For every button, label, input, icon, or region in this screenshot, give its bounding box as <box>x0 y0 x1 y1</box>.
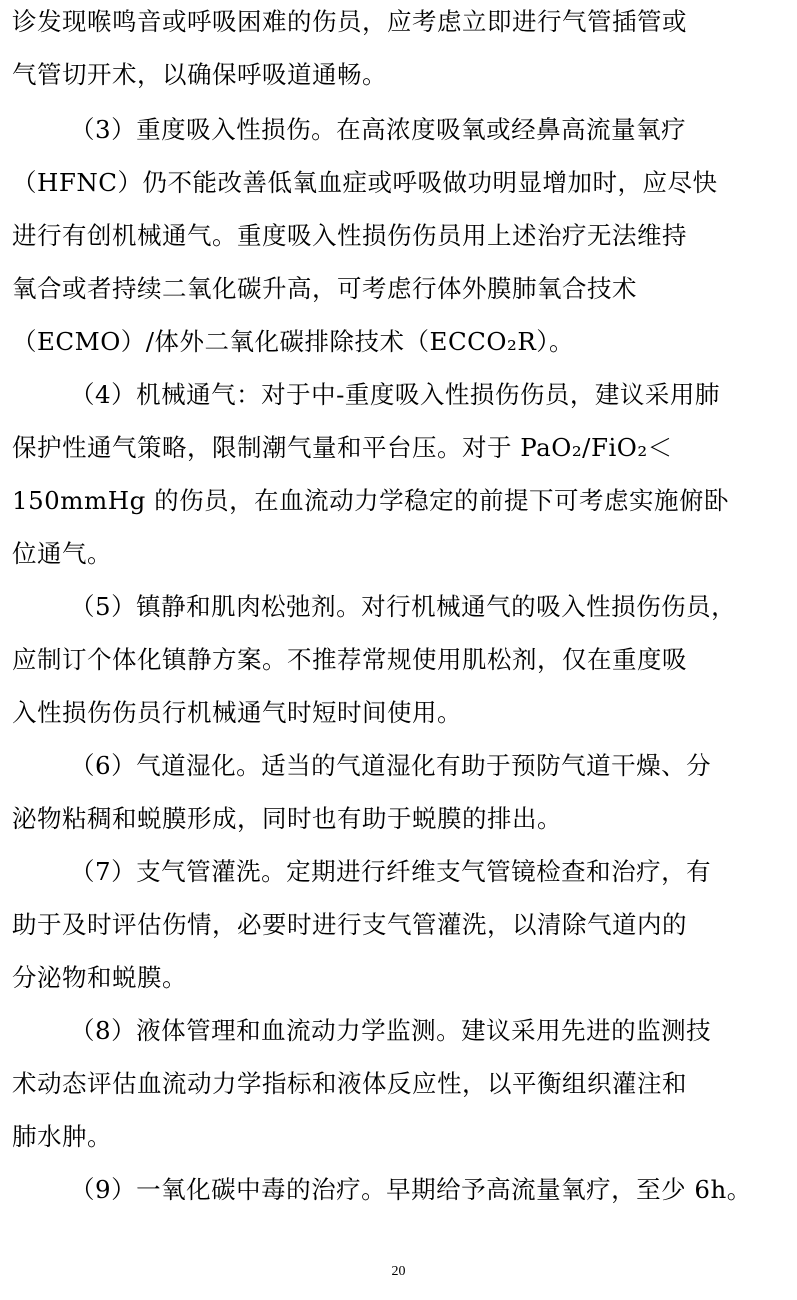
paragraph-8-start: （8）液体管理和血流动力学监测。建议采用先进的监测技 <box>70 1016 712 1045</box>
text-line: 诊发现喉鸣音或呼吸困难的伤员，应考虑立即进行气管插管或 <box>12 7 687 36</box>
text-line: 150mmHg 的伤员，在血流动力学稳定的前提下可考虑实施俯卧 <box>12 486 730 515</box>
text-line: 气管切开术，以确保呼吸道通畅。 <box>12 60 387 89</box>
text-line: 入性损伤伤员行机械通气时短时间使用。 <box>12 698 462 727</box>
text-line: 助于及时评估伤情，必要时进行支气管灌洗，以清除气道内的 <box>12 910 687 939</box>
paragraph-3-start: （3）重度吸入性损伤。在高浓度吸氧或经鼻高流量氧疗 <box>70 115 687 144</box>
paragraph-5-start: （5）镇静和肌肉松弛剂。对行机械通气的吸入性损伤伤员， <box>70 592 737 621</box>
text-line: 分泌物和蜕膜。 <box>12 963 187 992</box>
text-line: 肺水肿。 <box>12 1122 112 1151</box>
text-line: 位通气。 <box>12 539 112 568</box>
paragraph-4-start: （4）机械通气：对于中-重度吸入性损伤伤员，建议采用肺 <box>70 380 720 409</box>
text-line: （HFNC）仍不能改善低氧血症或呼吸做功明显增加时，应尽快 <box>12 168 718 197</box>
text-line: 应制订个体化镇静方案。不推荐常规使用肌松剂，仅在重度吸 <box>12 645 687 674</box>
paragraph-7-start: （7）支气管灌洗。定期进行纤维支气管镜检查和治疗，有 <box>70 857 712 886</box>
text-line: 保护性通气策略，限制潮气量和平台压。对于 PaO₂/FiO₂＜ <box>12 433 673 462</box>
page-number: 20 <box>391 1264 406 1279</box>
paragraph-6-start: （6）气道湿化。适当的气道湿化有助于预防气道干燥、分 <box>70 751 712 780</box>
text-line: 氧合或者持续二氧化碳升高，可考虑行体外膜肺氧合技术 <box>12 274 637 303</box>
text-line: 泌物粘稠和蜕膜形成，同时也有助于蜕膜的排出。 <box>12 804 562 833</box>
text-line: 进行有创机械通气。重度吸入性损伤伤员用上述治疗无法维持 <box>12 221 687 250</box>
paragraph-9-start: （9）一氧化碳中毒的治疗。早期给予高流量氧疗，至少 6h。 <box>70 1175 752 1204</box>
text-line: 术动态评估血流动力学指标和液体反应性，以平衡组织灌注和 <box>12 1069 687 1098</box>
text-line: （ECMO）/体外二氧化碳排除技术（ECCO₂R）。 <box>12 327 575 356</box>
